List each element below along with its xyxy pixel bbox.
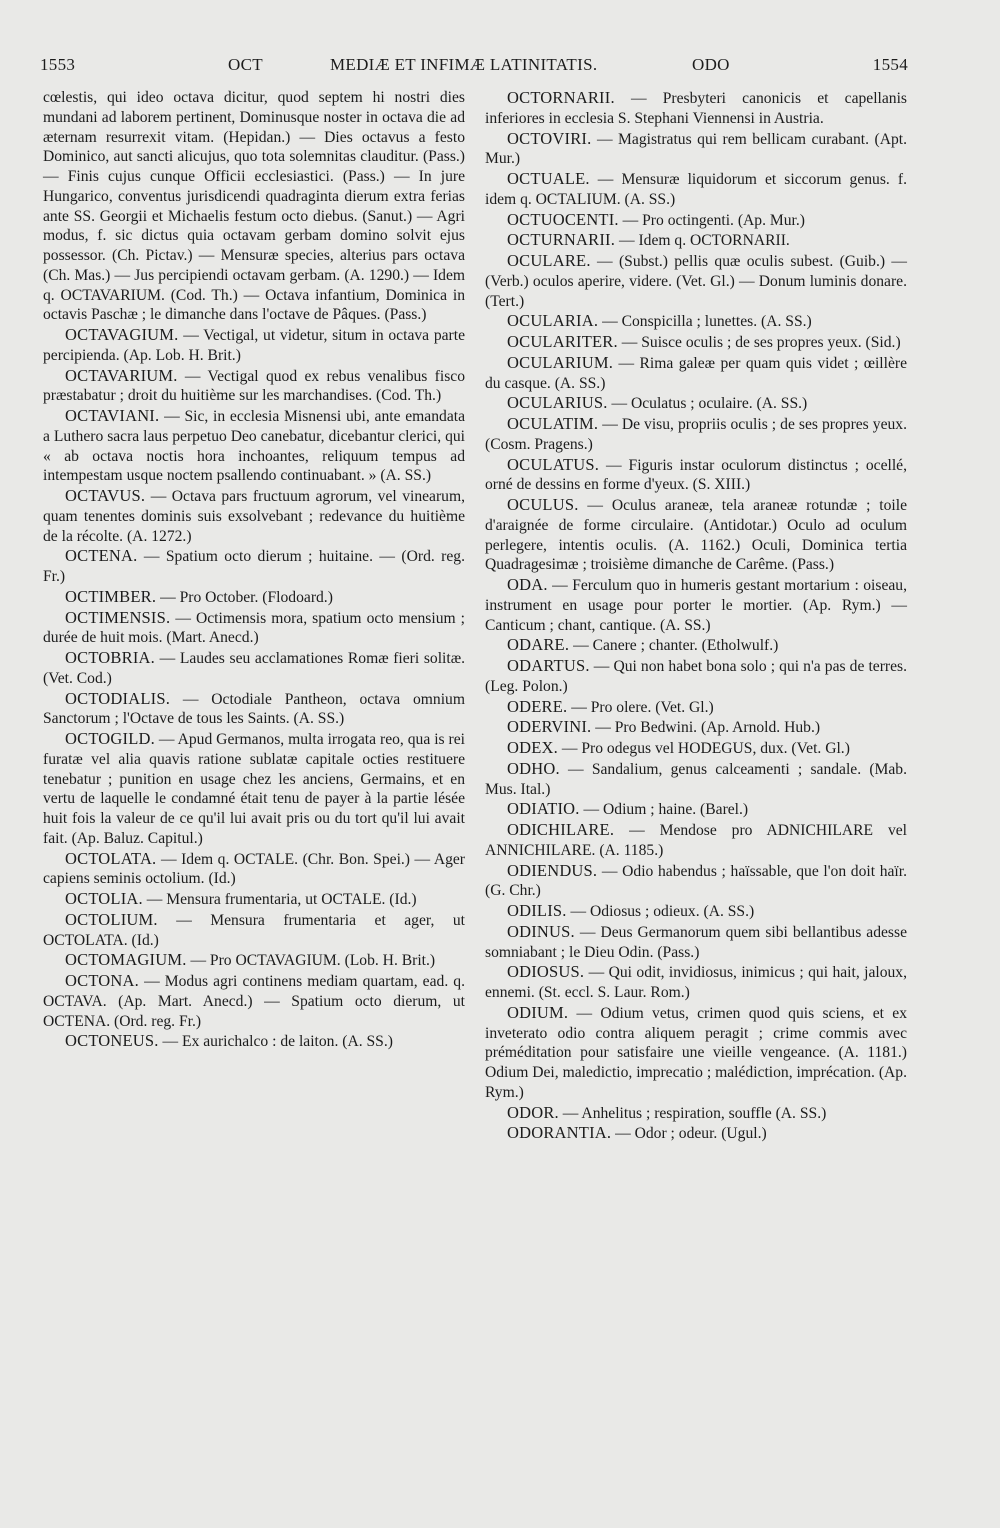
dictionary-entry: [485, 230, 907, 251]
entry-headword: ODA.: [507, 575, 548, 594]
entry-definition: — Mensuræ liquidorum et siccorum genus. f. idem q. OCTALIUM. (A. SS.): [485, 171, 907, 208]
entry-definition: — Modus agri continens mediam quartam, ead. q. OCTAVA. (Ap. Mart. Anecd.) — Spatium octo dierum, ut OCTENA. (Ord. reg. Fr.): [43, 973, 465, 1030]
entry-definition: — Pro odegus vel HODEGUS, dux. (Vet. Gl.): [561, 740, 850, 757]
entry-definition: — Mendose pro ADNICHILARE vel ANNICHILARE. (A. 1185.): [485, 822, 907, 859]
entry-definition: — Apud Germanos, multa irrogata reo, qua is rei furatæ vel alia quavis ratione sublatæ capitale octies restituere tenebatur ; punition en usage chez les anciens, Germains, et en vertu de laquelle le condamné était tenu de payer à la partie lésée huit fois la valeur de ce qu'il lui avait pris ou du tort qu'il lui avait fait. (Ap. Baluz. Capitul.): [43, 731, 465, 847]
dictionary-entry: [485, 129, 907, 170]
dictionary-entry: [43, 587, 465, 608]
dictionary-entry: [43, 486, 465, 546]
dictionary-entry: [43, 729, 465, 849]
entry-headword: OCTONEUS.: [65, 1031, 159, 1051]
entry-headword: ODIATIO.: [507, 799, 580, 819]
dictionary-entry: [485, 697, 907, 718]
dictionary-entry: [43, 849, 465, 890]
entry-definition: — Odiosus ; odieux. (A. SS.): [570, 903, 755, 920]
entry-headword: OCTODIALIS.: [65, 688, 171, 708]
entry-definition: — Vectigal, ut videtur, situm in octava parte percipienda. (Ap. Lob. H. Brit.): [43, 327, 465, 364]
entry-headword: ODARTUS.: [507, 656, 590, 675]
entry-headword: OCTAVIANI.: [65, 406, 160, 425]
dictionary-entry: [485, 1003, 907, 1103]
dictionary-entry: [485, 455, 907, 496]
dictionary-entry: [485, 759, 907, 800]
entry-headword: OCTIMBER.: [65, 586, 157, 606]
dictionary-entry: [43, 910, 465, 951]
entry-definition: — Pro octingenti. (Ap. Mur.): [622, 211, 805, 229]
entry-headword: ODINUS.: [507, 921, 575, 941]
entry-definition: — Figuris instar oculorum distinctus ; ocellé, orné de dessins en forme d'yeux. (S. XIII.): [485, 456, 907, 494]
entry-headword: ODICHILARE.: [507, 820, 615, 839]
guide-word-left: OCT: [228, 55, 263, 74]
dictionary-entry: [485, 353, 907, 394]
dictionary-entry: [485, 717, 907, 738]
entry-headword: ODORANTIA.: [507, 1123, 612, 1143]
entry-headword: OCULARIUS.: [507, 393, 608, 413]
entry-headword: OCTOVIRI.: [507, 128, 592, 148]
entry-definition: — Qui odit, invidiosus, inimicus ; qui hait, jaloux, ennemi. (St. eccl. S. Laur. Rom.): [485, 964, 907, 1001]
entry-headword: OCULARE.: [507, 251, 591, 270]
entry-definition: — Odio habendus ; haïssable, que l'on doit haïr. (G. Chr.): [485, 862, 907, 900]
entry-headword: OCTONA.: [65, 971, 139, 990]
entry-definition: — De visu, propriis oculis ; de ses propres yeux. (Cosm. Pragens.): [485, 416, 907, 453]
entry-headword: OCTURNARII.: [507, 230, 616, 250]
dictionary-entry: [485, 210, 907, 231]
dictionary-entry: [485, 495, 907, 575]
entry-headword: OCULARIUM.: [507, 352, 614, 372]
running-title: MEDIÆ ET INFIMÆ LATINITATIS.: [330, 55, 598, 74]
entry-definition: cœlestis, qui ideo octava dicitur, quod septem hi nostri dies mundani ad laborem pertinent, Dominusque noster in octava die ad æternam resurrexit vitam. (Hepidan.) — Dies octavus a festo Dominico, aut sancti alicujus, quo tota solemnitas clauditur. (Pass.) — Finis cujus cunque Officii ecclesiastici. (Pass.) — In jure Hungarico, conventus jurisdicendi quadraginta dierum extra ferias ante SS. Georgii et Michaelis festum octo diebus. (Sanut.) — Agri modus, f. sic dictus quia octavam gerbam domino solvit ejus possessor. (Ch. Pictav.) — Mensuræ species, alterius pars octava (Ch. Mas.) — Jus percipiendi octavam gerbam. (A. 1290.) — Idem q. OCTAVARIUM. (Cod. Th.) — Octava infantium, Dominica in octavis Paschæ ; le dimanche dans l'octave de Pâques. (Pass.): [43, 89, 465, 324]
entry-headword: OCTOLIUM.: [65, 909, 158, 929]
entry-headword: OCTOMAGIUM.: [65, 950, 187, 970]
running-header: [40, 55, 908, 81]
entry-headword: OCTENA.: [65, 546, 138, 566]
left-column: [43, 88, 465, 1052]
entry-definition: — Pro October. (Flodoard.): [160, 588, 333, 606]
entry-definition: — Octimensis mora, spatium octo mensium ; durée de huit mois. (Mart. Anecd.): [43, 609, 465, 647]
entry-headword: OCTOGILD.: [65, 729, 155, 748]
dictionary-entry: [485, 656, 907, 697]
entry-definition: — Presbyteri canonicis et capellanis inferiores in ecclesia S. Stephani Viennensi in Austria.: [485, 90, 907, 127]
dictionary-entry: [43, 950, 465, 971]
entry-headword: OCULATIM.: [507, 414, 599, 433]
dictionary-entry: [485, 311, 907, 332]
entry-headword: OCTUOCENTI.: [507, 209, 619, 229]
entry-headword: ODILIS.: [507, 901, 567, 920]
entry-headword: OCULARIA.: [507, 311, 599, 331]
dictionary-entry: [485, 169, 907, 210]
dictionary-entry: [485, 861, 907, 902]
entry-headword: ODEX.: [507, 738, 558, 757]
entry-definition: — Oculus araneæ, tela araneæ rotundæ ; toile d'araignée de forme circulaire. (Antidotar.) Oculo ad oculum perlegere, intentis oculis. (A. 1162.) Oculi, Dominica tertia Quadragesimæ ; troisième dimanche de Carême. (Pass.): [485, 497, 908, 574]
entry-headword: OCTAVAGIUM.: [65, 325, 179, 344]
dictionary-entry: [485, 799, 907, 820]
entry-headword: OCTORNARII.: [507, 88, 615, 107]
dictionary-entry: [43, 406, 465, 486]
dictionary-entry: [485, 901, 907, 922]
dictionary-entry: [485, 1103, 907, 1124]
entry-headword: ODIENDUS.: [507, 860, 598, 880]
dictionary-entry: [43, 889, 465, 910]
dictionary-entry: [43, 546, 465, 587]
page-number-right: 1554: [872, 55, 908, 74]
dictionary-entry: [485, 414, 907, 455]
entry-definition: — Oculatus ; oculaire. (A. SS.): [611, 395, 808, 413]
entry-definition: — Rima galeæ per quam quis videt ; œillère du casque. (A. SS.): [485, 354, 908, 392]
dictionary-entry: [485, 575, 907, 635]
dictionary-entry: [485, 922, 907, 963]
entry-headword: ODOR.: [507, 1102, 559, 1122]
entry-headword: OCTIMENSIS.: [65, 607, 171, 627]
entry-headword: OCTAVUS.: [65, 486, 146, 505]
dictionary-entry: [43, 648, 465, 689]
entry-definition: — Canere ; chanter. (Etholwulf.): [573, 637, 779, 655]
entry-definition: — Octava pars fructuum agrorum, vel vinearum, quam tenentes dominis suis exsolvebant ; redevance du huitième de la récolte. (A. 1272.): [43, 488, 465, 545]
entry-headword: OCULATUS.: [507, 454, 600, 474]
entry-headword: OCTAVARIUM.: [65, 365, 178, 385]
entry-definition: — Vectigal quod ex rebus venalibus fisco præstabatur ; droit du huitième sur les marchandises. (Cod. Th.): [43, 367, 465, 405]
entry-definition: — Deus Germanorum quem sibi bellantibus adesse somniabant ; le Dieu Odin. (Pass.): [485, 923, 907, 961]
entry-definition: — Pro OCTAVAGIUM. (Lob. H. Brit.): [190, 952, 436, 970]
dictionary-entry: [43, 88, 465, 325]
dictionary-entry: [485, 332, 907, 353]
entry-headword: ODIOSUS.: [507, 962, 585, 982]
entry-definition: — Anhelitus ; respiration, souffle (A. SS.): [562, 1104, 827, 1122]
dictionary-entry: [485, 251, 907, 311]
entry-headword: ODHO.: [507, 758, 560, 778]
dictionary-entry: [485, 1123, 907, 1144]
page-number-left: 1553: [40, 55, 76, 74]
dictionary-entry: [485, 820, 907, 861]
dictionary-entry: [43, 971, 465, 1031]
entry-definition: — Ferculum quo in humeris gestant mortarium : oiseau, instrument en usage pour porter le mortier. (Ap. Rym.) — Canticum ; chant, cantique. (A. SS.): [485, 577, 907, 634]
dictionary-entry: [485, 738, 907, 759]
entry-headword: OCULARITER.: [507, 332, 618, 351]
entry-definition: — Ex aurichalco : de laiton. (A. SS.): [162, 1033, 393, 1051]
entry-headword: OCTOLIA.: [65, 889, 143, 908]
entry-definition: — Sandalium, genus calceamenti ; sandale. (Mab. Mus. Ital.): [485, 760, 907, 798]
entry-definition: — Laudes seu acclamationes Romæ fieri solitæ. (Vet. Cod.): [43, 650, 465, 687]
dictionary-entry: [43, 608, 465, 649]
entry-definition: — Octodiale Pantheon, octava omnium Sanctorum ; l'Octave de tous les Saints. (A. SS.): [43, 690, 465, 728]
entry-definition: — Pro olere. (Vet. Gl.): [571, 698, 714, 716]
entry-definition: — Magistratus qui rem bellicam curabant. (Apt. Mur.): [485, 130, 908, 168]
dictionary-entry: [485, 962, 907, 1003]
entry-definition: — Odium ; haine. (Barel.): [583, 801, 749, 819]
entry-headword: OCULUS.: [507, 495, 579, 514]
dictionary-entry: [485, 393, 907, 414]
entry-definition: — Qui non habet bona solo ; qui n'a pas de terres. (Leg. Polon.): [485, 658, 907, 695]
entry-definition: — Idem q. OCTALE. (Chr. Bon. Spei.) — Ager capiens seminis octolium. (Id.): [43, 850, 465, 888]
entry-headword: ODIUM.: [507, 1002, 569, 1022]
entry-definition: — Pro Bedwini. (Ap. Arnold. Hub.): [595, 719, 821, 737]
entry-headword: ODERE.: [507, 696, 568, 716]
dictionary-entry: [43, 1031, 465, 1052]
entry-definition: — Sic, in ecclesia Misnensi ubi, ante emandata a Luthero sacra laus perpetuo Deo canebatur, dicebantur clerici, qui « ab octava noctis hora inchoantes, reliquum tempus ad intempestam usque noctem psallendo continuabant. » (A. SS.): [43, 408, 465, 485]
entry-headword: OCTOBRIA.: [65, 648, 155, 667]
entry-definition: — Conspicilla ; lunettes. (A. SS.): [602, 313, 812, 331]
dictionary-entry: [43, 325, 465, 366]
right-column: [485, 88, 907, 1144]
entry-headword: OCTOLATA.: [65, 848, 157, 868]
entry-definition: — Idem q. OCTORNARII.: [618, 232, 790, 250]
dictionary-entry: [43, 366, 465, 407]
entry-headword: OCTUALE.: [507, 169, 590, 188]
entry-definition: — Suisce oculis ; de ses propres yeux. (Sid.): [621, 334, 901, 351]
entry-definition: — Spatium octo dierum ; huitaine. — (Ord. reg. Fr.): [43, 548, 465, 585]
entry-headword: ODERVINI.: [507, 717, 592, 737]
entry-definition: — Odium vetus, crimen quod quis sciens, et ex inveterato odio contra aliquem peragit ; crime commis avec préméditation pour satisfaire une vieille vengeance. (A. 1181.) Odium Dei, maledictio, imprecatio ; malédiction, imprécation. (Ap. Rym.): [485, 1004, 907, 1101]
entry-definition: — Mensura frumentaria, ut OCTALE. (Id.): [146, 891, 417, 908]
dictionary-entry: [485, 635, 907, 656]
dictionary-entry: [43, 689, 465, 730]
entry-definition: — (Subst.) pellis quæ oculis subest. (Guib.) — (Verb.) oculos aperire, videre. (Vet. Gl.) — Donum luminis donare. (Tert.): [485, 253, 907, 310]
entry-definition: — Odor ; odeur. (Ugul.): [615, 1125, 767, 1143]
entry-definition: — Mensura frumentaria et ager, ut OCTOLATA. (Id.): [43, 911, 465, 949]
guide-word-right: ODO: [692, 55, 730, 74]
dictionary-entry: [485, 88, 907, 129]
entry-headword: ODARE.: [507, 635, 570, 655]
